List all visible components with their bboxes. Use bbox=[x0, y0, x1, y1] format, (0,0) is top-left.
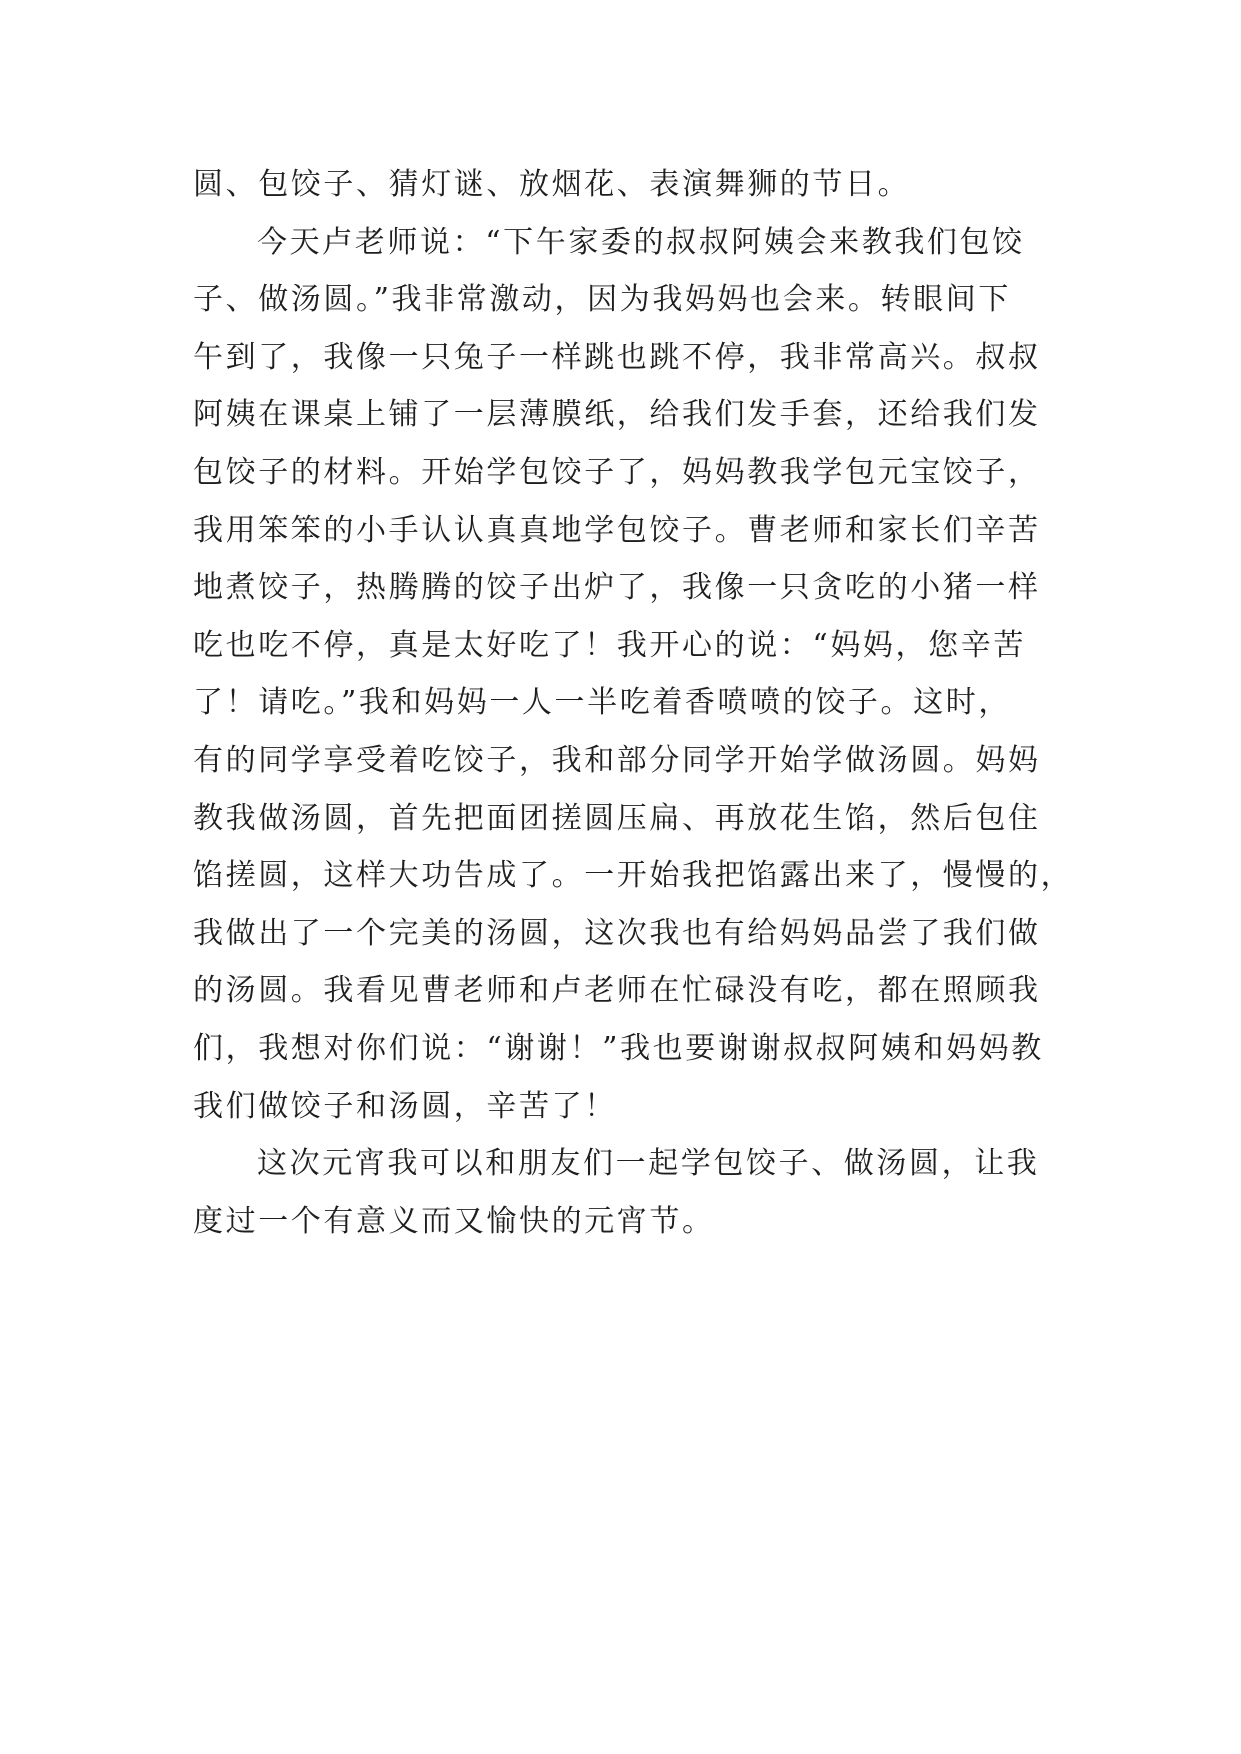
paragraph-2 bbox=[193, 214, 1074, 1136]
text-line: 地煮饺子，热腾腾的饺子出炉了，我像一只贪吃的小猪一样 bbox=[193, 570, 1041, 606]
text-line: 午到了，我像一只兔子一样跳也跳不停，我非常高兴。叔叔 bbox=[193, 339, 1041, 375]
text-line: 们，我想对你们说：“谢谢！”我也要谢谢叔叔阿姨和妈妈教 bbox=[193, 1030, 1044, 1066]
text-line: 了！请吃。”我和妈妈一人一半吃着香喷喷的饺子。这时， bbox=[193, 685, 1011, 721]
text-line: 我做出了一个完美的汤圆，这次我也有给妈妈品尝了我们做 bbox=[193, 915, 1041, 951]
text-line: 教我做汤圆，首先把面团搓圆压扁、再放花生馅，然后包住 bbox=[193, 800, 1041, 836]
text-line: 子、做汤圆。”我非常激动，因为我妈妈也会来。转眼间下 bbox=[193, 282, 1011, 318]
paragraph-1 bbox=[193, 156, 1063, 214]
text-line: 度过一个有意义而又愉快的元宵节。 bbox=[193, 1203, 715, 1239]
document-body bbox=[193, 156, 1074, 1250]
text-line: 我用笨笨的小手认认真真地学包饺子。曹老师和家长们辛苦 bbox=[193, 512, 1041, 548]
text-line: 的汤圆。我看见曹老师和卢老师在忙碌没有吃，都在照顾我 bbox=[193, 973, 1041, 1009]
text-line: 有的同学享受着吃饺子，我和部分同学开始学做汤圆。妈妈 bbox=[193, 742, 1041, 778]
text-line: 包饺子的材料。开始学包饺子了，妈妈教我学包元宝饺子， bbox=[193, 454, 1041, 490]
text-line: 圆、包饺子、猜灯谜、放烟花、表演舞狮的节日。 bbox=[193, 167, 911, 202]
paragraph-3 bbox=[193, 1135, 1063, 1250]
text-line: 我们做饺子和汤圆，辛苦了！ bbox=[193, 1088, 617, 1124]
text-line: 馅搓圆，这样大功告成了。一开始我把馅露出来了，慢慢的， bbox=[193, 858, 1074, 894]
text-line: 这次元宵我可以和朋友们一起学包饺子、做汤圆，让我 bbox=[257, 1146, 1040, 1182]
text-line: 今天卢老师说：“下午家委的叔叔阿姨会来教我们包饺 bbox=[257, 224, 1025, 260]
text-line: 吃也吃不停，真是太好吃了！我开心的说：“妈妈，您辛苦 bbox=[193, 627, 1026, 663]
text-line: 阿姨在课桌上铺了一层薄膜纸，给我们发手套，还给我们发 bbox=[193, 397, 1041, 433]
